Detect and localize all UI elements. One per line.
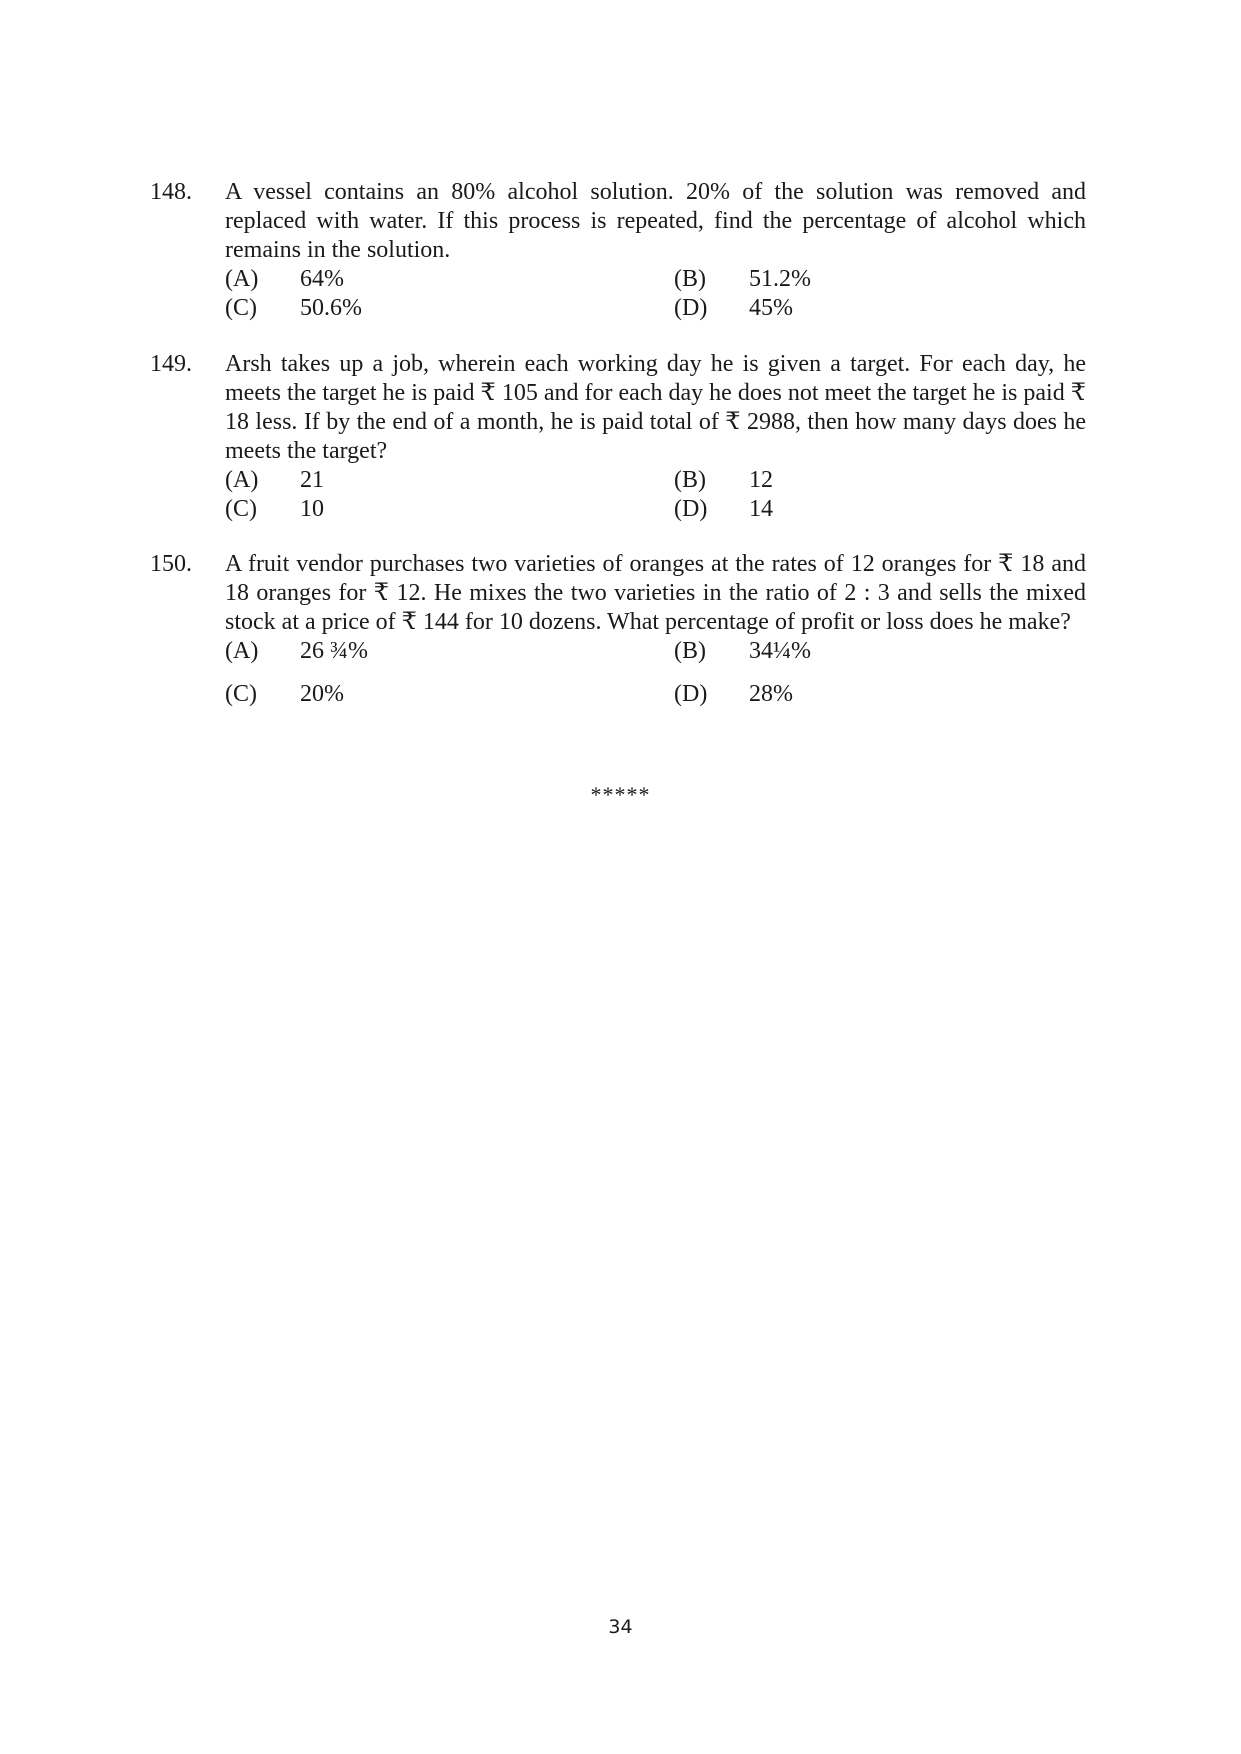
option-value: 45%	[749, 295, 793, 321]
option-value: 20%	[300, 681, 344, 707]
option-label: (A)	[225, 266, 259, 292]
option-d	[674, 680, 1086, 709]
option-b	[674, 265, 1086, 294]
option-value: 28%	[749, 681, 793, 707]
option-label: (C)	[225, 496, 257, 522]
question-text: Arsh takes up a job, wherein each working day he is given a target. For each day, he meets the target he is paid ₹ 105 and for each day he does not meet the target he is paid ₹ 18 less. If by the end of a month, he is paid total of ₹ 2988, then how many days does he meets the target?	[225, 351, 1086, 464]
option-a	[225, 265, 674, 294]
option-label: (C)	[225, 295, 257, 321]
option-c	[225, 495, 674, 524]
option-value: 21	[300, 467, 324, 493]
option-a	[225, 637, 674, 666]
option-c	[225, 680, 674, 709]
question-number: 150.	[150, 551, 192, 577]
question-number: 149.	[150, 351, 192, 377]
option-d	[674, 294, 1086, 323]
option-value: 26 ¾%	[300, 638, 368, 664]
option-b	[674, 637, 1086, 666]
answer-options	[225, 637, 1086, 709]
option-value: 10	[300, 496, 324, 522]
answer-options	[225, 466, 1086, 524]
question-body	[225, 550, 1086, 709]
option-label: (A)	[225, 638, 259, 664]
option-label: (B)	[674, 266, 706, 292]
end-separator: *****	[590, 782, 651, 807]
question-text: A vessel contains an 80% alcohol solution. 20% of the solution was removed and replaced with water. If this process is repeated, find the percentage of alcohol which remains in the solution.	[225, 179, 1086, 263]
option-c	[225, 294, 674, 323]
option-b	[674, 466, 1086, 495]
option-d	[674, 495, 1086, 524]
question-body	[225, 350, 1086, 524]
question-text: A fruit vendor purchases two varieties of oranges at the rates of 12 oranges for ₹ 18 and 18 oranges for ₹ 12. He mixes the two varieties in the ratio of 2 : 3 and sells the mixed stock at a price of ₹ 144 for 10 dozens. What percentage of profit or loss does he make?	[225, 551, 1086, 635]
option-value: 14	[749, 496, 773, 522]
option-label: (D)	[674, 295, 708, 321]
option-value: 12	[749, 467, 773, 493]
option-value: 50.6%	[300, 295, 362, 321]
option-label: (B)	[674, 467, 706, 493]
option-label: (A)	[225, 467, 259, 493]
question-number: 148.	[150, 179, 192, 205]
page-number: 34	[608, 1616, 633, 1638]
option-value: 51.2%	[749, 266, 811, 292]
option-a	[225, 466, 674, 495]
option-label: (C)	[225, 681, 257, 707]
option-label: (B)	[674, 638, 706, 664]
option-value: 64%	[300, 266, 344, 292]
option-label: (D)	[674, 496, 708, 522]
option-label: (D)	[674, 681, 708, 707]
answer-options	[225, 265, 1086, 323]
option-value: 34¼%	[749, 638, 811, 664]
question-body	[225, 178, 1086, 323]
